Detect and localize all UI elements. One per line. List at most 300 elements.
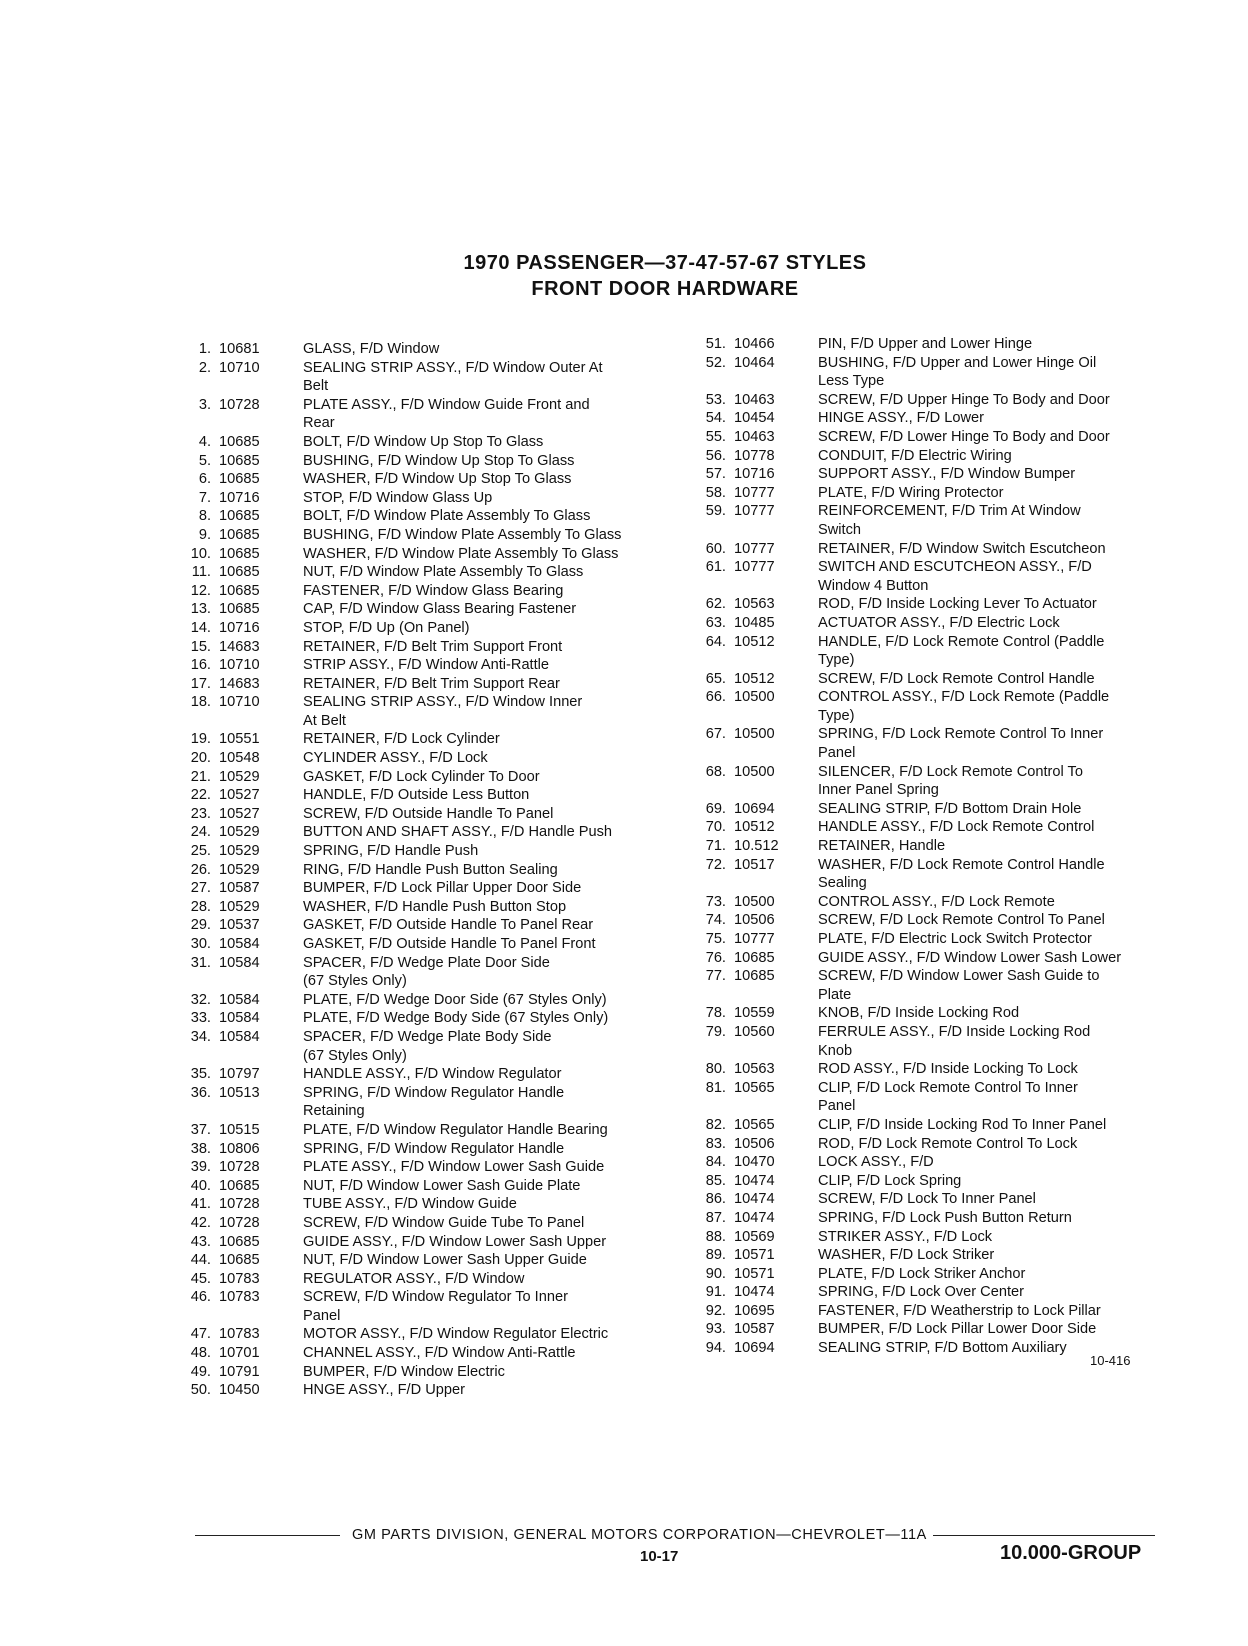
page-title	[0, 250, 1248, 302]
footer	[195, 1527, 1155, 1543]
list-item	[690, 1060, 1170, 1079]
item-group-number: 10716	[219, 619, 260, 636]
list-item	[175, 1140, 665, 1159]
item-number: 39.	[190, 1159, 211, 1176]
item-number: 6.	[198, 471, 211, 488]
list-item	[690, 856, 1170, 893]
list-item	[690, 837, 1170, 856]
list-item	[690, 540, 1170, 559]
item-group-number: 10474	[734, 1172, 775, 1189]
item-description: PLATE, F/D Lock Striker Anchor	[818, 1265, 1026, 1282]
item-group-number: 14683	[219, 638, 260, 655]
list-item	[690, 930, 1170, 949]
item-group-number: 10527	[219, 787, 260, 804]
item-group-number: 10778	[734, 447, 775, 464]
list-item	[175, 340, 665, 359]
item-group-number: 10694	[734, 1340, 775, 1357]
item-description: RETAINER, F/D Window Switch Escutcheon	[818, 540, 1106, 557]
item-number: 45.	[190, 1270, 211, 1287]
item-description: CONDUIT, F/D Electric Wiring	[818, 447, 1012, 464]
item-group-number: 10529	[219, 861, 260, 878]
item-group-number: 10701	[219, 1345, 260, 1362]
list-item	[175, 1288, 665, 1325]
item-number: 83.	[705, 1135, 726, 1152]
item-group-number: 10529	[219, 898, 260, 915]
item-number: 57.	[705, 466, 726, 483]
list-item	[175, 638, 665, 657]
item-group-number: 10506	[734, 1135, 775, 1152]
item-group-number: 10777	[734, 484, 775, 501]
item-group-number: 10728	[219, 1214, 260, 1231]
list-item	[175, 916, 665, 935]
item-description: RETAINER, F/D Belt Trim Support Front	[303, 638, 563, 655]
item-group-number: 10685	[219, 601, 260, 618]
item-description: SPACER, F/D Wedge Plate Body Side (67 Styles Only)	[303, 1028, 552, 1064]
item-description: PIN, F/D Upper and Lower Hinge	[818, 336, 1033, 352]
item-group-number: 10565	[734, 1116, 775, 1133]
list-item	[690, 558, 1170, 595]
item-description: BUSHING, F/D Window Up Stop To Glass	[303, 452, 575, 469]
item-description: CYLINDER ASSY., F/D Lock	[303, 750, 488, 767]
list-item	[690, 1190, 1170, 1209]
item-number: 52.	[705, 354, 726, 371]
item-group-number: 10512	[734, 633, 775, 650]
item-number: 78.	[705, 1005, 726, 1022]
figure-reference: 10-416	[1090, 1353, 1131, 1368]
item-description: PLATE, F/D Wiring Protector	[818, 484, 1004, 501]
item-number: 43.	[190, 1233, 211, 1250]
item-group-number: 10685	[734, 949, 775, 966]
item-description: CLIP, F/D Inside Locking Rod To Inner Panel	[818, 1116, 1107, 1133]
item-group-number: 10587	[734, 1321, 775, 1338]
item-description: SCREW, F/D Lock Remote Control Handle	[818, 670, 1095, 687]
item-group-number: 10783	[219, 1270, 260, 1287]
item-description: SPRING, F/D Lock Over Center	[818, 1284, 1024, 1301]
list-item	[690, 1302, 1170, 1321]
item-number: 8.	[198, 508, 211, 525]
item-number: 88.	[705, 1228, 726, 1245]
item-number: 18.	[190, 694, 211, 711]
list-item	[175, 1363, 665, 1382]
item-number: 30.	[190, 936, 211, 952]
list-item	[175, 786, 665, 805]
item-number: 51.	[705, 336, 726, 352]
list-item	[175, 1344, 665, 1363]
item-group-number: 10450	[219, 1382, 260, 1399]
item-description: WASHER, F/D Window Plate Assembly To Glass	[303, 545, 619, 562]
list-item	[175, 675, 665, 694]
item-number: 1.	[198, 341, 211, 357]
item-description: TUBE ASSY., F/D Window Guide	[303, 1196, 517, 1213]
item-description: HANDLE, F/D Lock Remote Control (Paddle Type)	[818, 633, 1105, 669]
item-number: 68.	[705, 763, 726, 780]
item-number: 82.	[705, 1116, 726, 1133]
title-line-1: 1970 PASSENGER—37-47-57-67 STYLES	[463, 252, 867, 274]
item-group-number: 10777	[734, 931, 775, 947]
list-item	[690, 1320, 1170, 1339]
list-item	[175, 991, 665, 1010]
item-description: CHANNEL ASSY., F/D Window Anti-Rattle	[303, 1345, 576, 1362]
item-description: SPRING, F/D Lock Remote Control To Inner Panel	[818, 726, 1104, 762]
item-group-number: 10710	[219, 657, 260, 674]
list-item	[175, 619, 665, 638]
item-group-number: 10716	[734, 466, 775, 483]
item-number: 17.	[190, 675, 211, 692]
item-description: CLIP, F/D Lock Remote Control To Inner Panel	[818, 1079, 1078, 1115]
item-group-number: 10563	[734, 1061, 775, 1078]
list-item	[175, 954, 665, 991]
item-description: RETAINER, Handle	[818, 838, 946, 855]
list-item	[690, 1265, 1170, 1284]
item-number: 77.	[705, 968, 726, 985]
item-number: 53.	[705, 391, 726, 408]
item-group-number: 10783	[219, 1326, 260, 1343]
item-number: 92.	[705, 1302, 726, 1319]
list-item	[690, 1135, 1170, 1154]
item-description: CONTROL ASSY., F/D Lock Remote (Paddle Type)	[818, 689, 1110, 724]
item-group-number: 10463	[734, 391, 775, 408]
item-description: PLATE, F/D Window Regulator Handle Bearing	[303, 1121, 608, 1138]
item-group-number: 10563	[734, 596, 775, 613]
item-description: SEALING STRIP ASSY., F/D Window Outer At Belt	[303, 359, 603, 395]
item-description: SUPPORT ASSY., F/D Window Bumper	[818, 466, 1076, 483]
list-item	[690, 502, 1170, 539]
item-description: HANDLE, F/D Outside Less Button	[303, 787, 530, 804]
item-group-number: 10797	[219, 1066, 260, 1083]
item-group-number: 10559	[734, 1005, 775, 1022]
item-description: WASHER, F/D Lock Striker	[818, 1247, 995, 1264]
list-item	[175, 861, 665, 880]
item-number: 19.	[190, 731, 211, 748]
item-group-number: 10777	[734, 503, 775, 520]
item-number: 20.	[190, 750, 211, 767]
item-description: SCREW, F/D Window Regulator To Inner Panel	[303, 1289, 568, 1324]
item-number: 62.	[705, 596, 726, 613]
item-number: 63.	[705, 614, 726, 631]
item-number: 65.	[705, 670, 726, 687]
item-group-number: 10485	[734, 614, 775, 631]
item-description: GLASS, F/D Window	[303, 341, 440, 357]
item-group-number: 10500	[734, 763, 775, 780]
item-number: 89.	[705, 1247, 726, 1264]
item-number: 44.	[190, 1252, 211, 1269]
item-group-number: 10517	[734, 856, 775, 873]
list-item	[690, 465, 1170, 484]
item-description: RETAINER, F/D Belt Trim Support Rear	[303, 675, 560, 692]
item-description: RETAINER, F/D Lock Cylinder	[303, 731, 500, 748]
item-group-number: 10685	[219, 452, 260, 469]
item-description: NUT, F/D Window Lower Sash Upper Guide	[303, 1252, 587, 1269]
item-number: 36.	[190, 1084, 211, 1101]
item-group-number: 10685	[219, 545, 260, 562]
item-number: 49.	[190, 1363, 211, 1380]
list-item	[175, 749, 665, 768]
item-number: 24.	[190, 824, 211, 841]
item-description: SCREW, F/D Lower Hinge To Body and Door	[818, 428, 1110, 445]
item-description: SCREW, F/D Outside Handle To Panel	[303, 805, 554, 822]
item-description: SPRING, F/D Handle Push	[303, 843, 479, 860]
list-item	[175, 730, 665, 749]
item-group-number: 10716	[219, 489, 260, 506]
item-group-number: 10685	[219, 471, 260, 488]
item-number: 10.	[190, 545, 211, 562]
item-description: LOCK ASSY., F/D	[818, 1154, 934, 1171]
list-item	[175, 470, 665, 489]
list-item	[175, 526, 665, 545]
item-number: 80.	[705, 1061, 726, 1078]
list-item	[690, 1246, 1170, 1265]
item-number: 3.	[198, 396, 211, 413]
item-group-number: 10685	[219, 1252, 260, 1269]
item-number: 70.	[705, 819, 726, 836]
list-item	[690, 967, 1170, 1004]
item-number: 69.	[705, 800, 726, 817]
item-group-number: 10681	[219, 341, 260, 357]
item-group-number: 10777	[734, 559, 775, 576]
item-number: 58.	[705, 484, 726, 501]
item-number: 85.	[705, 1172, 726, 1189]
item-number: 73.	[705, 893, 726, 910]
list-item	[175, 433, 665, 452]
list-item	[690, 1172, 1170, 1191]
list-item	[690, 911, 1170, 930]
item-number: 11.	[191, 564, 211, 581]
item-number: 84.	[705, 1154, 726, 1171]
item-number: 23.	[190, 805, 211, 822]
item-group-number: 10500	[734, 893, 775, 910]
list-item	[690, 1023, 1170, 1060]
item-number: 72.	[705, 856, 726, 873]
item-description: GUIDE ASSY., F/D Window Lower Sash Upper	[303, 1233, 607, 1250]
item-group-number: 10513	[219, 1084, 260, 1101]
item-description: ROD, F/D Lock Remote Control To Lock	[818, 1135, 1078, 1152]
list-item	[690, 725, 1170, 762]
item-description: PLATE, F/D Wedge Body Side (67 Styles Only)	[303, 1010, 609, 1027]
item-number: 67.	[705, 726, 726, 743]
list-item	[175, 507, 665, 526]
item-description: SEALING STRIP ASSY., F/D Window Inner At Belt	[303, 694, 583, 729]
item-description: NUT, F/D Window Plate Assembly To Glass	[303, 564, 584, 581]
item-number: 34.	[190, 1028, 211, 1045]
list-item	[690, 614, 1170, 633]
item-number: 28.	[190, 898, 211, 915]
item-group-number: 10685	[219, 582, 260, 599]
item-description: CLIP, F/D Lock Spring	[818, 1172, 962, 1189]
item-description: ROD, F/D Inside Locking Lever To Actuator	[818, 596, 1097, 613]
item-number: 50.	[190, 1382, 211, 1399]
item-number: 87.	[705, 1209, 726, 1226]
item-group-number: 10710	[219, 359, 260, 376]
item-number: 32.	[190, 991, 211, 1008]
list-item	[690, 1283, 1170, 1302]
item-number: 41.	[190, 1196, 211, 1213]
item-number: 29.	[190, 917, 211, 934]
footer-rule-right	[933, 1535, 1155, 1536]
item-number: 27.	[190, 880, 211, 897]
item-number: 93.	[705, 1321, 726, 1338]
item-group-number: 10685	[219, 433, 260, 450]
item-group-number: 10537	[219, 917, 260, 934]
item-group-number: 10685	[219, 564, 260, 581]
item-group-number: 10685	[734, 968, 775, 985]
item-description: SEALING STRIP, F/D Bottom Drain Hole	[818, 800, 1082, 817]
item-description: BOLT, F/D Window Up Stop To Glass	[303, 433, 544, 450]
list-item	[175, 396, 665, 433]
item-group-number: 10551	[219, 731, 260, 748]
list-item	[175, 656, 665, 675]
item-group-number: 10548	[219, 750, 260, 767]
item-number: 66.	[705, 689, 726, 706]
item-group-number: 10529	[219, 824, 260, 841]
item-group-number: 10.512	[734, 838, 779, 855]
item-number: 60.	[705, 540, 726, 557]
item-number: 37.	[190, 1121, 211, 1138]
item-number: 15.	[190, 638, 211, 655]
item-number: 75.	[705, 931, 726, 947]
list-item	[690, 633, 1170, 670]
item-description: SCREW, F/D Lock Remote Control To Panel	[818, 912, 1105, 929]
item-group-number: 10529	[219, 768, 260, 785]
list-item	[175, 489, 665, 508]
item-description: BUSHING, F/D Upper and Lower Hinge Oil Less Type	[818, 354, 1097, 390]
item-number: 13.	[190, 601, 211, 618]
item-description: SCREW, F/D Window Lower Sash Guide to Plate	[818, 968, 1100, 1003]
item-number: 7.	[198, 489, 211, 506]
item-number: 79.	[705, 1023, 726, 1040]
item-description: SCREW, F/D Upper Hinge To Body and Door	[818, 391, 1110, 408]
list-item	[175, 545, 665, 564]
list-item	[690, 391, 1170, 410]
list-item	[175, 935, 665, 954]
item-description: MOTOR ASSY., F/D Window Regulator Electric	[303, 1326, 609, 1343]
item-number: 42.	[190, 1214, 211, 1231]
list-item	[175, 1251, 665, 1270]
item-number: 71.	[705, 838, 726, 855]
item-group-number: 10463	[734, 428, 775, 445]
item-number: 12.	[190, 582, 211, 599]
item-number: 35.	[190, 1066, 211, 1083]
item-number: 26.	[190, 861, 211, 878]
item-group-number: 10500	[734, 726, 775, 743]
item-description: PLATE, F/D Wedge Door Side (67 Styles Only)	[303, 991, 607, 1008]
footer-division: GM PARTS DIVISION, GENERAL MOTORS CORPORATION—CHEVROLET—11A	[352, 1527, 927, 1543]
item-group-number: 10584	[219, 991, 260, 1008]
item-description: REINFORCEMENT, F/D Trim At Window Switch	[818, 503, 1081, 538]
item-number: 25.	[190, 843, 211, 860]
item-number: 4.	[198, 433, 211, 450]
item-group-number: 10777	[734, 540, 775, 557]
list-item	[175, 1158, 665, 1177]
item-description: SCREW, F/D Window Guide Tube To Panel	[303, 1214, 585, 1231]
item-group-number: 10685	[219, 1177, 260, 1194]
list-item	[690, 1004, 1170, 1023]
item-group-number: 10474	[734, 1284, 775, 1301]
item-description: SPRING, F/D Lock Push Button Return	[818, 1209, 1072, 1226]
list-item	[175, 768, 665, 787]
list-item	[175, 1121, 665, 1140]
item-description: WASHER, F/D Lock Remote Control Handle Sealing	[818, 856, 1105, 892]
list-item	[690, 1116, 1170, 1135]
item-description: CAP, F/D Window Glass Bearing Fastener	[303, 601, 577, 618]
list-item	[175, 1214, 665, 1233]
list-item	[690, 800, 1170, 819]
list-item	[690, 1153, 1170, 1172]
list-item	[175, 805, 665, 824]
item-description: FERRULE ASSY., F/D Inside Locking Rod Knob	[818, 1023, 1091, 1059]
item-number: 48.	[190, 1345, 211, 1362]
list-item	[175, 693, 665, 730]
list-item	[690, 447, 1170, 466]
item-description: GASKET, F/D Lock Cylinder To Door	[303, 768, 540, 785]
item-description: BUMPER, F/D Lock Pillar Lower Door Side	[818, 1321, 1097, 1338]
item-number: 81.	[705, 1079, 726, 1096]
item-description: REGULATOR ASSY., F/D Window	[303, 1270, 525, 1287]
title-line-2: FRONT DOOR HARDWARE	[531, 278, 799, 300]
item-description: BUMPER, F/D Window Electric	[303, 1363, 505, 1380]
item-number: 64.	[705, 633, 726, 650]
item-description: BUMPER, F/D Lock Pillar Upper Door Side	[303, 880, 582, 897]
list-item	[690, 335, 1170, 354]
item-group-number: 10695	[734, 1302, 775, 1319]
list-item	[175, 582, 665, 601]
item-group-number: 10470	[734, 1154, 775, 1171]
item-number: 40.	[190, 1177, 211, 1194]
list-item	[175, 1270, 665, 1289]
item-group-number: 10560	[734, 1023, 775, 1040]
list-item	[690, 484, 1170, 503]
footer-rule-left	[195, 1535, 340, 1536]
item-number: 47.	[190, 1326, 211, 1343]
item-group-number: 10783	[219, 1289, 260, 1306]
item-group-number: 10584	[219, 1010, 260, 1027]
item-description: PLATE ASSY., F/D Window Lower Sash Guide	[303, 1159, 605, 1176]
list-item	[175, 842, 665, 861]
item-group-number: 10685	[219, 508, 260, 525]
list-item	[175, 1233, 665, 1252]
item-number: 14.	[190, 619, 211, 636]
item-number: 56.	[705, 447, 726, 464]
list-item	[175, 1084, 665, 1121]
list-item	[690, 428, 1170, 447]
item-number: 9.	[198, 526, 211, 543]
item-number: 16.	[190, 657, 211, 674]
list-item	[690, 763, 1170, 800]
list-item	[690, 1079, 1170, 1116]
list-item	[175, 1195, 665, 1214]
item-description: STRIKER ASSY., F/D Lock	[818, 1228, 993, 1245]
item-group-number: 10569	[734, 1228, 775, 1245]
item-description: BUSHING, F/D Window Plate Assembly To Glass	[303, 526, 622, 543]
item-group-number: 10500	[734, 689, 775, 706]
item-description: HANDLE ASSY., F/D Window Regulator	[303, 1066, 562, 1083]
item-number: 21.	[190, 768, 211, 785]
list-item	[690, 893, 1170, 912]
item-description: PLATE ASSY., F/D Window Guide Front and Rear	[303, 396, 590, 432]
list-item	[690, 409, 1170, 428]
list-item	[175, 1065, 665, 1084]
item-group-number: 10565	[734, 1079, 775, 1096]
group-number: 10.000-GROUP	[1000, 1542, 1142, 1564]
list-item	[690, 595, 1170, 614]
item-group-number: 10515	[219, 1121, 260, 1138]
item-group-number: 10685	[219, 526, 260, 543]
item-description: ROD ASSY., F/D Inside Locking To Lock	[818, 1061, 1078, 1078]
item-number: 59.	[705, 503, 726, 520]
list-item	[690, 949, 1170, 968]
list-item	[175, 452, 665, 471]
item-group-number: 10584	[219, 954, 260, 971]
item-group-number: 10685	[219, 1233, 260, 1250]
